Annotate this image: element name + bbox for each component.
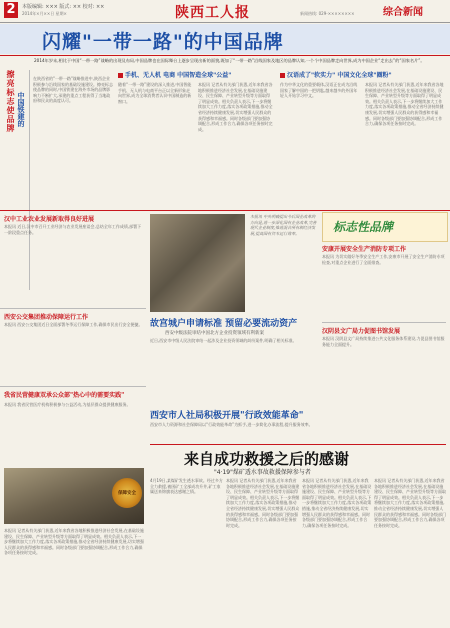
article-7-body: 本报讯 汉阴县文广局持续推进公共文化服务体系建设,力促县图书馆服务能力全面提升。	[322, 336, 445, 347]
bullet-icon	[118, 73, 123, 78]
article-2-body-continued: 本报讯 记者从有关部门获悉,近年来我省各地积极推进经济社会发展,在基础设施建设、民生保障、产业转型升级等方面取得了明显成效。相关负责人表示,下一步将继续加大工作力度,落实各项政策措施,推动全省经济持续健康发展,切实增强人民群众的获得感和幸福感。同时各级部门要加强协调配合,形成工作合力,确保各项任务按时完成。	[365, 82, 444, 127]
article-8-title: 我省民营健康双承公众部"热心中的需要实践"	[4, 392, 125, 399]
article-7-title: 汉阴县文广局力促图书馆发展	[322, 328, 401, 335]
masthead: 陕西工人报	[175, 5, 250, 21]
article-10-body-continued: 本报讯 记者从有关部门获悉,近年来我省各地积极推进经济社会发展,在基础设施建设、民生保障、产业转型升级等方面取得了明显成效。相关负责人表示,下一步将继续加大工作力度,落实各项政策措施,推动全省经济持续健康发展,切实增强人民群众的获得感和幸福感。同时各级部门要加强协调配合,形成工作合力,确保各项任务按时完成。	[226, 478, 300, 528]
bottom-left-body: 本报讯 记者从有关部门获悉,近年来我省各地积极推进经济社会发展,在基础设施建设、民生保障、产业转型升级等方面取得了明显成效。相关负责人表示,下一步将继续加大工作力度,落实各项政策措施,推动全省经济持续健康发展,切实增强人民群众的获得感和幸福感。同时各级部门要加强协调配合,形成工作合力,确保各项任务按时完成。	[4, 528, 144, 556]
article-1-title: 手机、无人机 电商 中国智造全球"公益"	[125, 72, 232, 79]
article-6-title: 故宫城户申请标准 预留必要流动资产	[150, 319, 298, 329]
article-1-body-continued: 本报讯 记者从有关部门获悉,近年来我省各地积极推进经济社会发展,在基础设施建设、民生保障、产业转型升级等方面取得了明显成效。相关负责人表示,下一步将继续加大工作力度,落实各项政策措施,推动全省经济持续健康发展,切实增强人民群众的获得感和幸福感。同时各级部门要加强协调配合,形成工作合力,确保各项任务按时完成。	[198, 82, 273, 132]
article-2-header	[280, 70, 445, 79]
page-meta: 本版编辑: ××× 版式: ×× 校对: ××	[22, 4, 105, 10]
header-date: 2014年×月××日 星期×	[22, 11, 67, 16]
divider	[322, 322, 446, 323]
divider	[0, 386, 146, 387]
article-1-body: 随着“一带一路”建设的深入推进,中国智能手机、无人机与电商平台正以全新形象走向世界,成为全球消费者认识中国制造的新窗口。	[118, 82, 192, 104]
article-2-body: 作为中华文化的重要载体,汉语正在成为沿线国家了解中国的一把钥匙,越来越多的外国年轻人开始学习中文。	[280, 82, 358, 99]
page-number: 2	[4, 2, 18, 18]
article-3-body: 本报讯 近日,汉中市召开工业经济与农业发展座谈会,总结全年工作成绩,部署下一阶段重点任务。	[4, 224, 142, 235]
article-4-title: 安康开展安全生产消防专项工作	[322, 246, 407, 253]
article-3-title: 汉中工业农业发展新取得良好进展	[4, 216, 95, 223]
lead-summary: 2014年岁末,相比于中国“一带一路”战略的出现及布局,中国品牌也在国际舞台上逐步呈现出新的面貌,既加了“一带一路”沿线国家及地区的品牌认知,一个个中国品牌走向世界,成为中国企业“走出去”的“国家名片”。	[34, 58, 425, 63]
article-10-subtitle: "4·19"煤矿透水事故救援保障参与者	[214, 469, 311, 476]
article-5-body: 本报讯 西安公交集团近日全面部署冬季运行保障工作,确保市民出行安全便捷。	[4, 322, 143, 327]
section-title: 综合新闻	[383, 7, 423, 18]
header-hotline: 新闻热线: 029-××××××××	[300, 11, 355, 16]
article-8-body: 本报讯 我省民营医疗机构积极参与公益活动,为基层群众提供健康服务。	[4, 402, 131, 407]
article-6-body: 近日,西安市中级人民法院审结一起涉及企业投资领域的纠纷案件,明确了相关标准。	[150, 338, 297, 343]
side-title: 擦亮标志使品牌	[6, 70, 15, 133]
article-10-body-continued: 本报讯 记者从有关部门获悉,近年来我省各地积极推进经济社会发展,在基础设施建设、民生保障、产业转型升级等方面取得了明显成效。相关负责人表示,下一步将继续加大工作力度,落实各项政策措施,推动全省经济持续健康发展,切实增强人民群众的获得感和幸福感。同时各级部门要加强协调配合,形成工作合力,确保各项任务按时完成。	[374, 478, 446, 528]
article-10-body-continued: 本报讯 记者从有关部门获悉,近年来我省各地积极推进经济社会发展,在基础设施建设、民生保障、产业转型升级等方面取得了明显成效。相关负责人表示,下一步将继续加大工作力度,落实各项政策措施,推动全省经济持续健康发展,切实增强人民群众的获得感和幸福感。同时各级部门要加强协调配合,形成工作合力,确保各项任务按时完成。	[302, 478, 372, 528]
bullet-icon	[280, 73, 285, 78]
news-photo	[150, 214, 245, 312]
divider	[0, 308, 146, 309]
divider	[0, 210, 450, 211]
article-6-subtitle: 西安中级法院审结中国北方企业投资领域有利新案	[165, 331, 264, 336]
callout-text: 本报讯 中央明确提出今后国企改革的方向是,进一步深化国有企业改革,完善现代企业制度,推进混合所有制经济发展,提高国有资本运行效率。	[250, 214, 317, 236]
article-10-title: 来自成功救援之后的感谢	[184, 450, 350, 468]
article-4-body: 本报讯 为切实做好冬季安全生产工作,安康市开展了安全生产消防专项检查,对重点企业进行了全面排查。	[322, 254, 445, 265]
logo-box	[322, 212, 448, 242]
main-headline: 闪耀"一带一路"的中国品牌	[42, 31, 284, 53]
divider	[0, 55, 450, 56]
side-subtitle: 中国铁建的	[17, 92, 25, 127]
article-10-body: 4月19日,某煤矿发生透水事故。经过多方全力救援,被困矿工全部成功升井,矿工家属送来锦旗表达感谢之情。	[150, 478, 223, 495]
left-column-body: 在陕西省的"一带一路"战略推进中,陕西企业积极参与沿线国家的基础设施建设。擦亮标志使品牌的同时,中国铁建在海外市场的品牌影响力不断扩大,承建的重点工程获得了当地政府和民众的高度认可。	[33, 76, 113, 104]
divider	[150, 444, 446, 445]
logo-text: 标志性品牌	[333, 220, 394, 234]
article-9-title: 西安市人社局积极开展"行政效能革命"	[150, 411, 304, 421]
seal-label: 保障安全	[118, 491, 136, 496]
article-5-title: 西安公交集团推动保障运行工作	[4, 314, 89, 321]
article-1-header	[118, 70, 273, 79]
article-2-title: 汉语成了"软实力" 中国文化全球"圈粉"	[287, 72, 392, 79]
article-9-body: 西安市人力资源和社会保障局以“行政效能革命”为抓手,进一步简化办事流程,提升服务效率。	[150, 422, 313, 427]
